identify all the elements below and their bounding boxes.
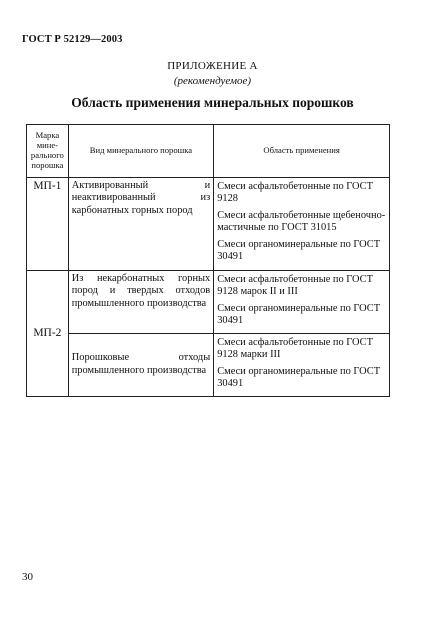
header-application: Область применения [214,125,390,178]
application-item: Смеси асфальтобетонные щебеночно-мастичные по ГОСТ 31015 [217,209,386,234]
kind-cell: Из некарбонатных горных пород и твердых отходов промышленного производства [68,271,213,334]
table-row [27,178,390,271]
application-item: Смеси асфальтобетонные по ГОСТ 9128 марки III [217,336,373,361]
mineral-powder-table [26,124,390,397]
application-cell [214,333,390,396]
table-header-row [27,125,390,178]
kind-cell: Активированный и неактивированный из карбонатных горных пород [68,178,213,271]
table-row [27,333,390,396]
header-grade: Марка мине-рального порошка [27,125,69,178]
grade-cell: МП-1 [27,178,69,271]
appendix-title: ПРИЛОЖЕНИЕ А [167,60,258,72]
application-item: Смеси асфальтобетонные по ГОСТ 9128 марок II и III [217,274,373,298]
grade-cell: МП-2 [27,271,69,397]
application-item: Смеси асфальтобетонные по ГОСТ 9128 [217,181,373,205]
header-kind: Вид минерального порошка [68,125,213,178]
page-number: 30 [22,571,33,583]
application-item: Смеси органоминеральные по ГОСТ 30491 [217,238,381,263]
application-item: Смеси органоминеральные по ГОСТ 30491 [217,302,381,327]
section-title: Область применения минеральных порошков [71,95,354,110]
standard-code: ГОСТ Р 52129—2003 [22,34,123,45]
appendix-subtitle: (рекомендуемое) [173,75,252,87]
application-cell [214,178,390,271]
application-cell [214,271,390,334]
application-item: Смеси органоминеральные по ГОСТ 30491 [217,365,381,390]
table-row [27,271,390,334]
kind-cell: Порошковые отходы промышленного производства [68,333,213,396]
